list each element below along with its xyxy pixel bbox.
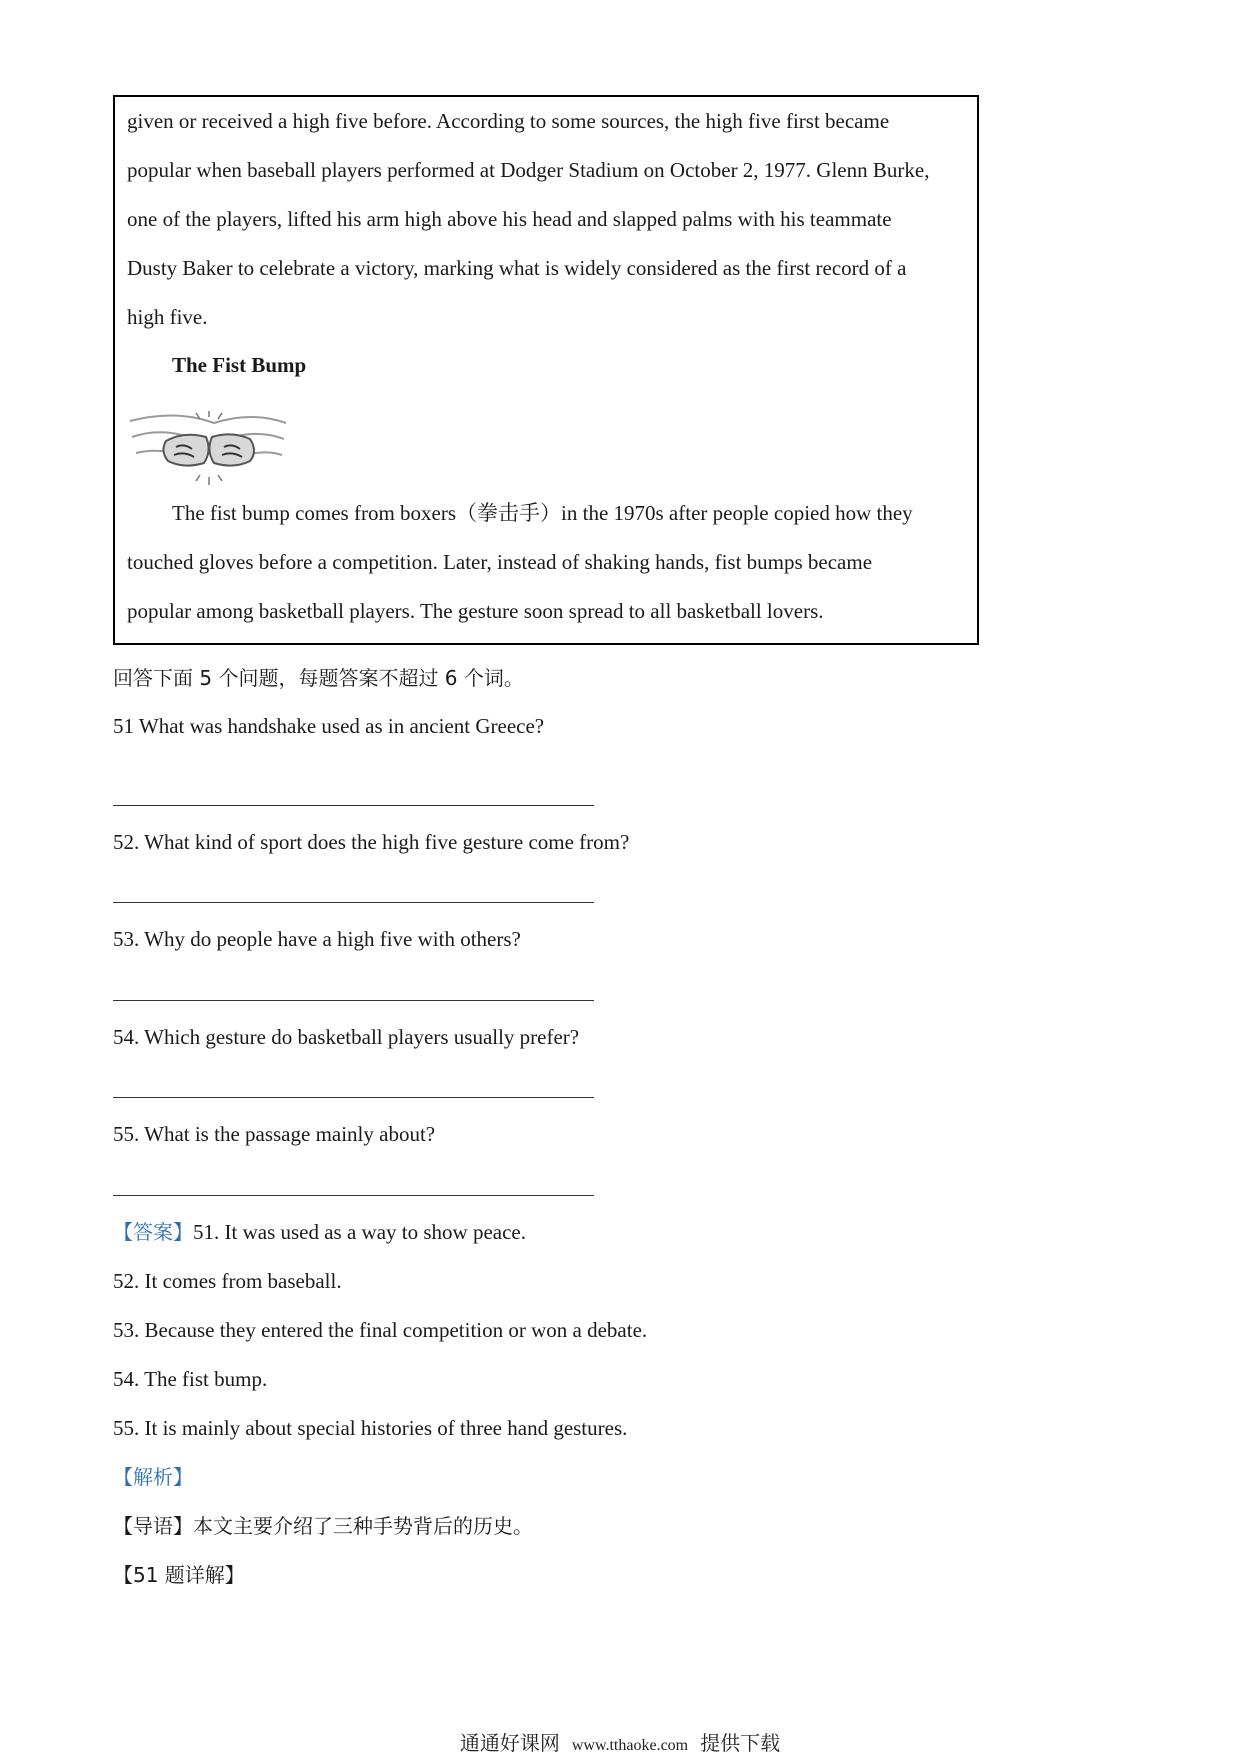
analysis-intro: 【导语】本文主要介绍了三种手势背后的历史。 xyxy=(113,1514,533,1538)
footer-site-name: 通通好课网 xyxy=(459,1731,560,1755)
page-footer xyxy=(0,1727,1240,1756)
answer-line-53[interactable] xyxy=(113,1000,594,1001)
passage-line: one of the players, lifted his arm high above his head and slapped palms with his teammate xyxy=(127,207,892,231)
answer-line-51[interactable] xyxy=(113,805,594,806)
answer-51: 51. It was used as a way to show peace. xyxy=(193,1220,526,1244)
passage-line: high five. xyxy=(127,305,208,329)
instructions: 回答下面 5 个问题，每题答案不超过 6 个词。 xyxy=(113,666,524,690)
passage-line: popular when baseball players performed at Dodger Stadium on October 2, 1977. Glenn Burke, xyxy=(127,158,930,182)
answer-line-52[interactable] xyxy=(113,902,594,903)
answer-55: 55. It is mainly about special histories of three hand gestures. xyxy=(113,1416,628,1440)
question-51: 51 What was handshake used as in ancient Greece? xyxy=(113,714,545,738)
question-53: 53. Why do people have a high five with others? xyxy=(113,927,521,951)
passage-line: Dusty Baker to celebrate a victory, marking what is widely considered as the first record of a xyxy=(127,256,907,280)
answer-52: 52. It comes from baseball. xyxy=(113,1269,342,1293)
question-52: 52. What kind of sport does the high five gesture come from? xyxy=(113,830,630,854)
answer-54: 54. The fist bump. xyxy=(113,1367,268,1391)
answer-line-55[interactable] xyxy=(113,1195,594,1196)
footer-url[interactable]: www.tthaoke.com xyxy=(571,1737,689,1754)
answer-line-first xyxy=(113,1222,526,1243)
passage-line: given or received a high five before. According to some sources, the high five first became xyxy=(127,109,890,133)
fist-bump-heading: The Fist Bump xyxy=(172,353,307,377)
question-55: 55. What is the passage mainly about? xyxy=(113,1122,436,1146)
footer-suffix: 提供下载 xyxy=(700,1731,781,1755)
analysis-tag: 【解析】 xyxy=(113,1465,193,1489)
q51-detail-heading: 【51 题详解】 xyxy=(113,1563,245,1587)
fist-bump-line: touched gloves before a competition. Later, instead of shaking hands, fist bumps became xyxy=(127,550,873,574)
question-54: 54. Which gesture do basketball players usually prefer? xyxy=(113,1025,580,1049)
fist-bump-line: The fist bump comes from boxers（拳击手）in the 1970s after people copied how they xyxy=(172,501,913,525)
fist-bump-illustration xyxy=(126,403,290,491)
passage-box xyxy=(113,95,979,645)
fist-bump-line: popular among basketball players. The gesture soon spread to all basketball lovers. xyxy=(127,599,824,623)
answer-line-54[interactable] xyxy=(113,1097,594,1098)
answer-tag: 【答案】 xyxy=(113,1220,193,1244)
answer-53: 53. Because they entered the final competition or won a debate. xyxy=(113,1318,648,1342)
